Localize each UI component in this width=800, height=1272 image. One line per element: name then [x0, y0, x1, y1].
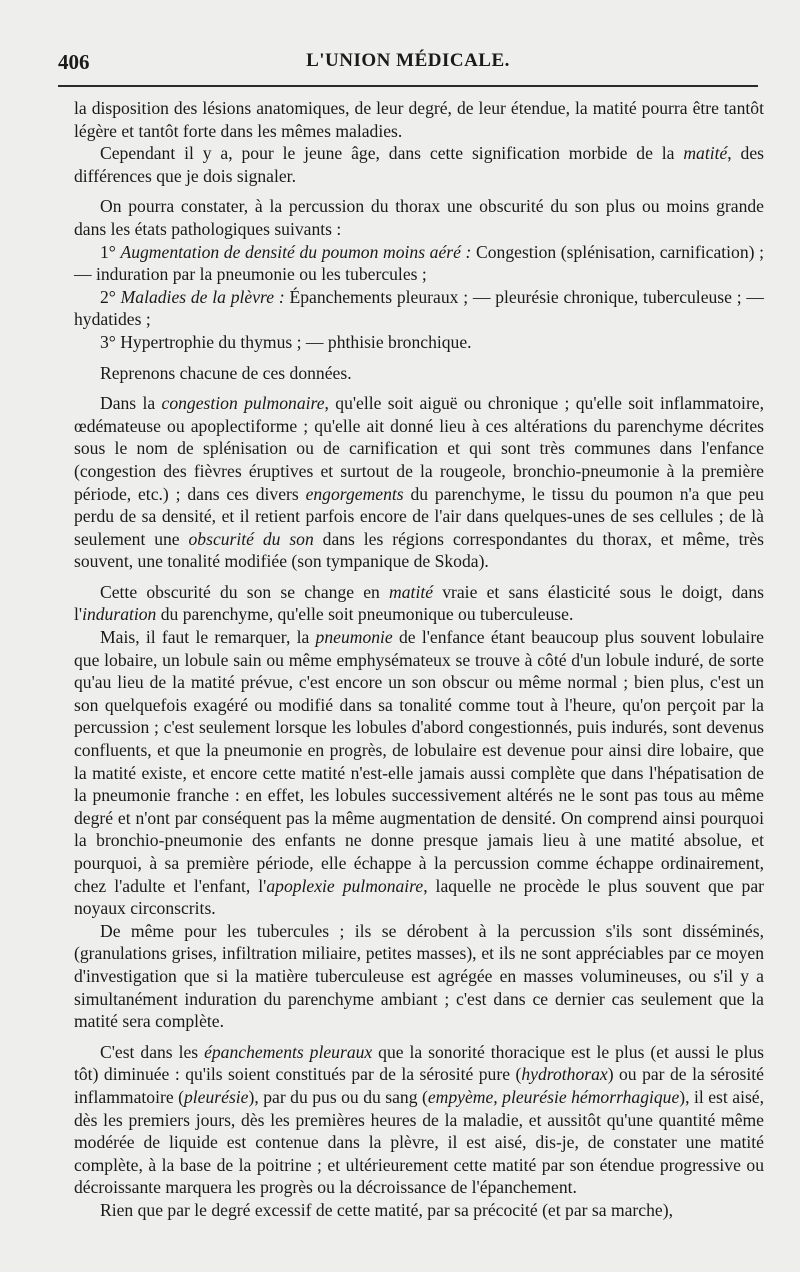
paragraph-p6	[74, 331, 764, 354]
paragraph-p11	[74, 920, 764, 1033]
text-run: Rien que par le degré excessif de cette matité, par sa précocité (et par sa marche),	[100, 1199, 673, 1220]
text-run: Épanchements pleuraux ; — pleurésie chronique, tuberculeuse ; — hydatides ;	[74, 286, 765, 330]
text-run: du parenchyme, le tissu du poumon n'a que peu perdu de sa densité, et il retient parfois encore de l'air dans quelques-unes de ses cellules ; de là seulement une	[74, 483, 764, 549]
italic-text: empyème, pleurésie hémorrhagique	[427, 1086, 680, 1107]
text-run: 1°	[100, 241, 121, 262]
italic-text: matité	[683, 143, 728, 164]
paragraph-p7	[74, 362, 764, 385]
italic-text: apoplexie pulmonaire	[266, 875, 424, 896]
italic-text: pleurésie	[184, 1086, 249, 1107]
text-run: de l'enfance étant beaucoup plus souvent lobulaire que lobaire, un lobule sain ou même emphysémateux se trouve à côté d'un lobule induré, de sorte qu'au lieu de la matité prévue, c'est encore un son obscur ou même normal ; bien plus, c'est un son quelquefois exagéré ou modifié dans sa tonalité comme tout à l'heure, qu'on perçoit par la percussion ; c'est seulement lorsque les lobules d'abord congestionnés, puis indurés, sont devenus confluents, et que la pneumonie en progrès, de lobulaire est devenue pour ainsi dire lobaire, que la matité existe, et encore cette matité n'est-elle jamais aussi complète que dans l'hépatisation de la pneumonie franche : en effet, les lobules successivement altérés ne le sont pas tous au même degré et n'ont par conséquent pas la même augmentation de densité. On comprend ainsi pourquoi la bronchio-pneumonie des enfants ne donne presque jamais lieu à une matité absolue, et pourquoi, à sa première période, elle échappe à la percussion comme échappe ordinairement, chez l'adulte et l'enfant, l'	[74, 627, 764, 896]
text-run: Mais, il faut le remarquer, la	[100, 627, 316, 648]
text-run: Reprenons chacune de ces données.	[100, 362, 352, 383]
italic-text: Augmentation de densité du poumon moins aéré :	[120, 241, 472, 262]
text-run: , qu'elle soit aiguë ou chronique ; qu'elle soit inflammatoire, œdémateuse ou apoplectiforme ; qu'elle ait donné lieu à ces altérations du parenchyme décrites sous le nom de splénisation ou de carnification et qui sont très communes dans l'enfance (congestion des fièvres éruptives et surtout de la rougeole, bronchio-pneumonie à la première période, etc.) ; dans ces divers	[74, 393, 765, 504]
text-run: du parenchyme, qu'elle soit pneumonique ou tuberculeuse.	[156, 604, 574, 625]
italic-text: épanchements pleuraux	[204, 1041, 373, 1062]
italic-text: congestion pulmonaire	[161, 393, 325, 414]
italic-text: pneumonie	[315, 627, 393, 648]
paragraph-p9	[74, 581, 764, 626]
text-run: , laquelle ne procède le plus souvent que par noyaux circonscrits.	[74, 875, 764, 919]
paragraph-p12	[74, 1041, 764, 1199]
text-run: vraie et sans élasticité sous le doigt, dans l'	[74, 581, 764, 625]
paragraph-p5	[74, 286, 764, 331]
text-run: 3° Hypertrophie du thymus ; — phthisie bronchique.	[100, 331, 472, 352]
text-run: Cette obscurité du son se change en	[100, 581, 390, 602]
text-run: ) ou par de la sérosité inflammatoire (	[74, 1064, 764, 1107]
text-run: On pourra constater, à la percussion du thorax une obscurité du son plus ou moins grande dans les états pathologiques suivants :	[74, 196, 764, 239]
text-run: la disposition des lésions anatomiques, de leur degré, de leur étendue, la matité pourra être tantôt légère et tantôt forte dans les mêmes maladies.	[74, 98, 764, 141]
paragraph-p4	[74, 241, 764, 286]
text-run: que la sonorité thoracique est le plus (et aussi le plus tôt) diminuée : qu'ils soient constitués par de la sérosité pure (	[74, 1041, 764, 1085]
page-header	[58, 46, 758, 76]
running-title: L'UNION MÉDICALE.	[306, 50, 510, 71]
text-run: ), il est aisé, dès les premiers jours, dès les premières heures de la maladie, et aussitôt qu'une quantité même modérée de liquide est contenue dans la plèvre, il est aisé, dis-je, de constater une matité complète, à la base de la poitrine ; et ultérieurement cette matité par son étendue progressive ou décroissante marquera les progrès ou la décroissance de l'épanchement.	[74, 1086, 765, 1198]
italic-text: engorgements	[305, 483, 404, 504]
paragraph-p13	[74, 1199, 764, 1222]
text-run: C'est dans les	[100, 1041, 205, 1062]
paragraph-p10	[74, 626, 764, 920]
text-run: 2°	[100, 286, 121, 307]
text-run: , des différences que je dois signaler.	[74, 143, 765, 186]
text-run: Dans la	[100, 393, 162, 414]
italic-text: matité	[389, 581, 434, 602]
paragraph-p8	[74, 392, 764, 573]
body-text	[74, 97, 764, 1222]
text-run: Cependant il y a, pour le jeune âge, dans cette signification morbide de la	[100, 143, 684, 164]
text-run: Congestion (splénisation, carnification) ; — induration par la pneumonie ou les tubercules ;	[74, 241, 764, 285]
italic-text: obscurité du son	[188, 528, 314, 549]
text-run: ), par du pus ou du sang (	[248, 1086, 428, 1107]
paragraph-p2	[74, 142, 764, 187]
italic-text: hydrothorax	[521, 1064, 608, 1085]
paragraph-p3	[74, 195, 764, 240]
italic-text: induration	[82, 604, 157, 625]
page-number: 406	[58, 50, 90, 74]
header-rule	[58, 85, 758, 87]
text-run: dans les régions correspondantes du thorax, et même, très souvent, une tonalité modifiée (son tympanique de Skoda).	[74, 528, 765, 572]
paragraph-p1	[74, 97, 764, 142]
text-run: De même pour les tubercules ; ils se dérobent à la percussion s'ils sont disséminés, (granulations grises, infiltration miliaire, petites masses), et ils ne sont appréciables par ce moyen d'investigation que si la matière tuberculeuse est agrégée en masses volumineuses, ou s'il y a simultanément induration du parenchyme ambiant ; c'est dans ce dernier cas seulement que la matité sera complète.	[74, 920, 764, 1032]
italic-text: Maladies de la plèvre :	[120, 286, 285, 307]
